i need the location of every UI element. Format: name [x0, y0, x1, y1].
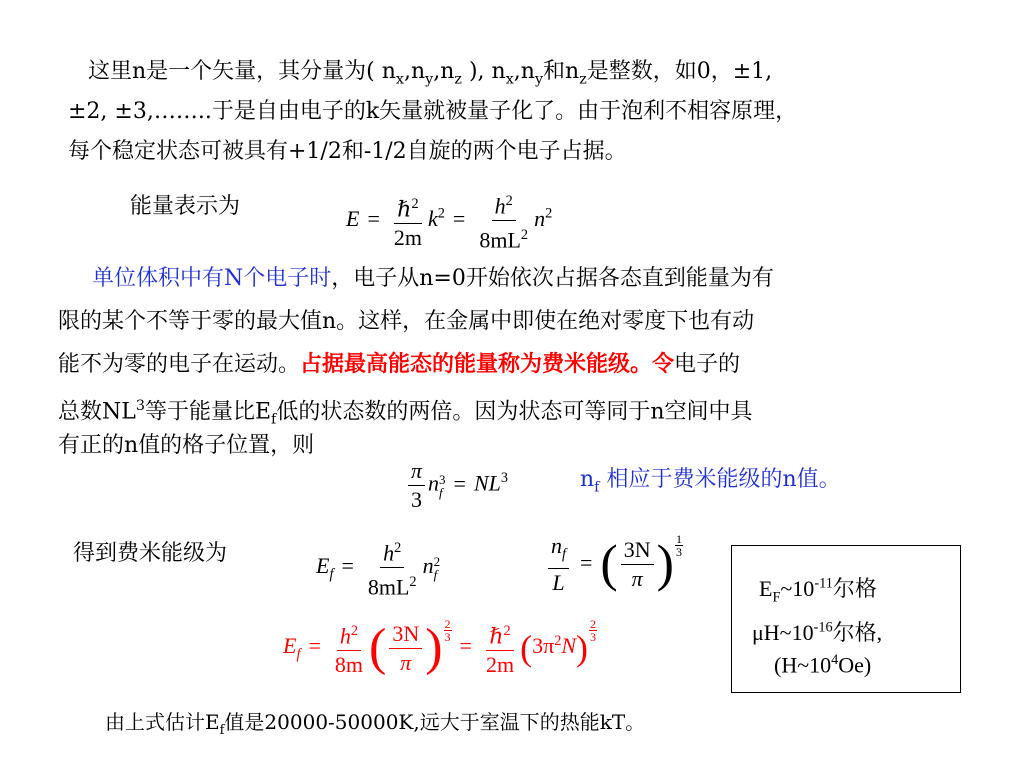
fraction-pi-over-3: $\frac{\pi}{3}$: [408, 458, 425, 513]
fraction-h-over-8m: $\frac{h^2}{8m}$: [332, 618, 366, 678]
subscript: y: [425, 71, 434, 88]
paragraph-2-line-1: 单位体积中有N个电子时，电子从n=0开始依次占据各态直到能量为有: [92, 266, 774, 291]
symbol-k: k: [428, 205, 438, 231]
magnitude-box: [731, 545, 961, 693]
energy-equation: E = $\frac{\hbar^2}{2m}$ $k^2$ = $\frac{h^2}{8mL^2}$ $n^2$: [346, 188, 552, 254]
subscript: y: [534, 71, 544, 88]
subscript: z: [579, 71, 587, 88]
fraction-h-over-8mL: $\frac{h^2}{8mL^2}$: [476, 188, 531, 254]
exponent-two-thirds: $\frac{2}{3}$: [444, 617, 451, 644]
fraction-hbar-over-2m: $\frac{\hbar^2}{2m}$: [483, 618, 517, 678]
box-line-3: $(H\sim 10^4Oe)$: [774, 652, 872, 678]
state-count-equation: $\frac{\pi}{3}$ n 3 f = $NL^3$: [405, 458, 508, 513]
box-line-2: $\mu H\sim 10^{-16}$尔格,: [752, 619, 883, 645]
text: ,n: [404, 59, 426, 84]
subscript: x: [395, 71, 404, 88]
text: 和n: [543, 59, 580, 84]
paragraph-1-line-2: ±2, ±3,……..于是自由电子的k矢量就被量子化了。由于泡利不相容原理，: [68, 99, 798, 124]
paragraph-2-line-2: 限的某个不等于零的最大值n。这样，在金属中即使在绝对零度下也有动: [58, 309, 755, 334]
symbol-n: n: [534, 205, 546, 231]
equals-sign: =: [367, 205, 380, 231]
fermi-label: 得到费米能级为: [73, 541, 228, 566]
nf-note: $n_f$ 相应于费米能级的n值。: [580, 467, 841, 496]
fermi-energy-equation: $E_f$ = $\frac{h^2}{8mL^2}$ n 2 f: [316, 535, 440, 601]
fraction-h-over-8mL: $\frac{h^2}{8mL^2}$: [365, 535, 420, 601]
fraction-hbar-over-2m: $\frac{\hbar^2}{2m}$: [391, 191, 425, 251]
fraction-3N-over-pi: $\frac{3N}{\pi}$: [389, 621, 422, 676]
exponent-two-thirds: $\frac{2}{3}$: [590, 617, 597, 644]
highlight-red: 占据最高能态的能量称为费米能级。令: [300, 351, 675, 377]
fraction-3N-over-pi: $\frac{3N}{\pi}$: [621, 537, 654, 592]
paragraph-1-line-3: 每个稳定状态可被具有+1/2和-1/2自旋的两个电子占据。: [68, 139, 627, 164]
box-line-1: $E_F\sim 10^{-11}$尔格: [759, 575, 877, 606]
text: ,n: [433, 59, 455, 84]
paragraph-2-line-4: 总数$NL^3$等于能量比$E_f$低的状态数的两倍。因为状态可等同于n空间中具: [58, 398, 753, 428]
text: 这里n是一个矢量，其分量为( n: [88, 59, 396, 84]
subscript: z: [454, 71, 462, 88]
subscript: x: [505, 71, 514, 88]
symbol-E: E: [346, 205, 360, 231]
text: ), n: [461, 59, 506, 84]
nf-over-L-equation: $\frac{n_f}{L}$ = ( $\frac{3N}{\pi}$ ) $\frac{1}{3}$: [545, 533, 683, 596]
footer-note: 由上式估计$E_f$值是20000-50000K,远大于室温下的热能kT。: [105, 710, 646, 738]
highlight-blue: 单位体积中有N个电子时: [92, 266, 332, 291]
paragraph-1-line-1: [88, 58, 772, 93]
paragraph-2-line-5: 有正的n值的格子位置，则: [58, 433, 315, 458]
energy-label: 能量表示为: [130, 194, 241, 219]
fraction-nf-over-L: $\frac{n_f}{L}$: [548, 533, 569, 596]
text: 是整数，如0，±1,: [586, 59, 773, 84]
fermi-energy-result-equation: $E_f$ = $\frac{h^2}{8m}$ ( $\frac{3N}{\pi}$ ) $\frac{2}{3}$ = $\frac{\hbar^2}{2m}$ $(3\pi^2N)$ $\frac{2}{3}$: [283, 617, 597, 678]
exponent-one-third: $\frac{1}{3}$: [675, 532, 682, 559]
text: ,n: [513, 59, 535, 84]
paragraph-2-line-3: 能不为零的电子在运动。占据最高能态的能量称为费米能级。令电子的: [58, 351, 741, 377]
